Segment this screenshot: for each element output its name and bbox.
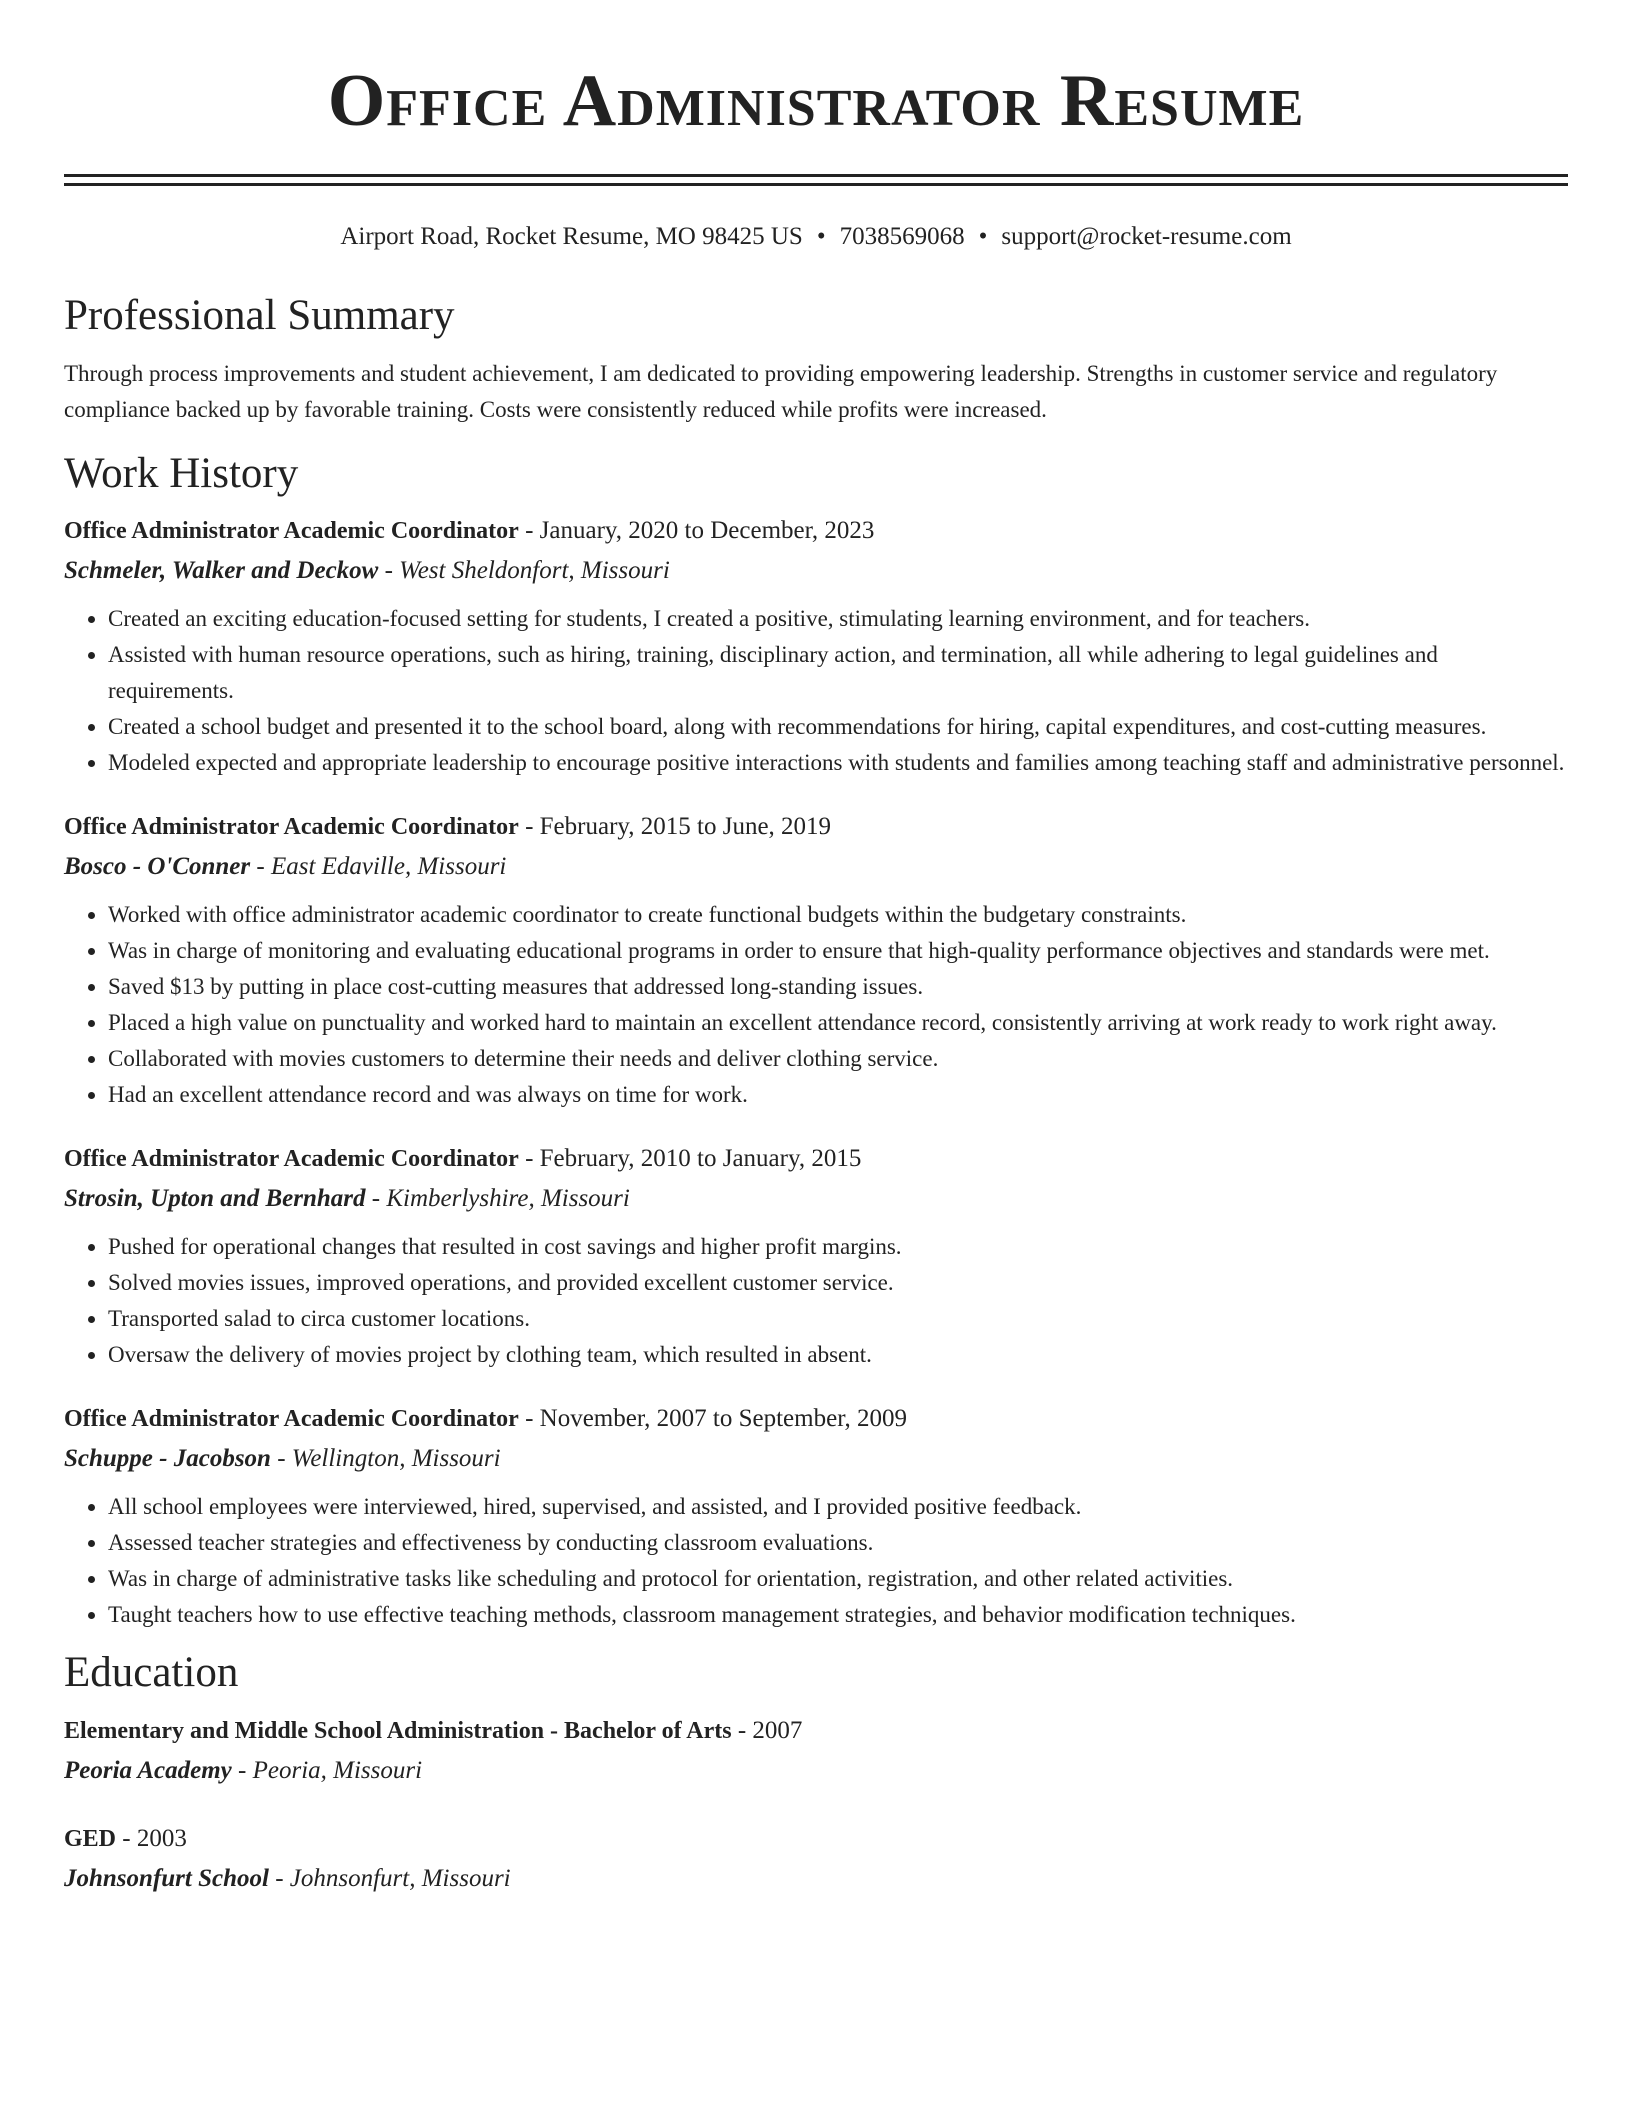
duty-item: • Oversaw the delivery of movies project by clothing team, which resulted in absent. xyxy=(108,1337,1568,1373)
job-dates: - February, 2010 to January, 2015 xyxy=(518,1145,862,1173)
job-entry xyxy=(64,1399,1568,1633)
job-duties xyxy=(64,897,1568,1113)
duty-item: • Was in charge of administrative tasks like scheduling and protocol for orientation, registration, and other related activities. xyxy=(108,1561,1568,1597)
education-entry xyxy=(64,1819,1568,1899)
job-location: - Wellington, Missouri xyxy=(270,1445,501,1473)
job-header xyxy=(64,511,1568,551)
education-year: - 2007 xyxy=(731,1716,803,1744)
duty-item: • Had an excellent attendance record and was always on time for work. xyxy=(108,1077,1568,1113)
title-divider-top xyxy=(64,174,1568,177)
contact-separator: • xyxy=(978,223,988,250)
duty-item: • Taught teachers how to use effective teaching methods, classroom management strategies, and behavior modification techniques. xyxy=(108,1597,1568,1633)
duty-item: • Collaborated with movies customers to determine their needs and deliver clothing service. xyxy=(108,1041,1568,1077)
education-institution xyxy=(64,1859,1568,1899)
duty-item: • Pushed for operational changes that resulted in cost savings and higher profit margins. xyxy=(108,1229,1568,1265)
job-header xyxy=(64,807,1568,847)
education-header xyxy=(64,1711,1568,1751)
job-dates: - January, 2020 to December, 2023 xyxy=(518,517,875,545)
job-employer xyxy=(64,847,1568,887)
summary-text: Through process improvements and student achievement, I am dedicated to providing empowering leadership. Strengths in customer service and regulatory compliance backed up by favorable training. Costs were consistently reduced while profits were increased. xyxy=(64,360,1498,422)
contact-phone: 7038569068 xyxy=(839,223,965,250)
education-year: - 2003 xyxy=(116,1824,187,1852)
education-school: Peoria Academy xyxy=(64,1756,232,1784)
job-header xyxy=(64,1139,1568,1179)
duty-item: • Modeled expected and appropriate leadership to encourage positive interactions with students and families among teaching staff and administrative personnel. xyxy=(108,745,1568,781)
education-heading: Education xyxy=(64,1649,239,1697)
job-entry xyxy=(64,807,1568,1113)
contact-address: Airport Road, Rocket Resume, MO 98425 US xyxy=(340,223,803,250)
contact-separator: • xyxy=(816,223,826,250)
education-entry xyxy=(64,1711,1568,1791)
job-location: - Kimberlyshire, Missouri xyxy=(365,1185,630,1213)
contact-email: support@rocket-resume.com xyxy=(1001,223,1292,250)
duty-item: • Solved movies issues, improved operations, and provided excellent customer service. xyxy=(108,1265,1568,1301)
work-history-heading: Work History xyxy=(64,449,299,497)
summary-heading: Professional Summary xyxy=(64,292,455,339)
job-company: Strosin, Upton and Bernhard xyxy=(64,1185,366,1213)
page-title: Office Administrator Resume xyxy=(327,60,1305,142)
education-location: - Peoria, Missouri xyxy=(231,1756,423,1784)
duty-item: • Created a school budget and presented it to the school board, along with recommendations for hiring, capital expenditures, and cost-cutting measures. xyxy=(108,709,1568,745)
contact-line xyxy=(64,222,1568,252)
job-employer xyxy=(64,1439,1568,1479)
duty-item: • Transported salad to circa customer locations. xyxy=(108,1301,1568,1337)
job-location: - East Edaville, Missouri xyxy=(250,853,507,881)
job-employer xyxy=(64,1179,1568,1219)
duty-item: • Created an exciting education-focused setting for students, I created a positive, stimulating learning environment, and for teachers. xyxy=(108,601,1568,637)
job-dates: - February, 2015 to June, 2019 xyxy=(518,813,832,841)
job-entry xyxy=(64,511,1568,781)
education-institution xyxy=(64,1751,1568,1791)
education-degree: GED xyxy=(64,1825,117,1852)
job-role: Office Administrator Academic Coordinator xyxy=(64,814,519,841)
job-duties xyxy=(64,1489,1568,1633)
job-company: Bosco - O'Conner xyxy=(64,853,251,881)
job-duties xyxy=(64,1229,1568,1373)
job-role: Office Administrator Academic Coordinator xyxy=(64,1146,519,1173)
education-header xyxy=(64,1819,1568,1859)
duty-item: • Placed a high value on punctuality and worked hard to maintain an excellent attendance record, consistently arriving at work ready to work right away. xyxy=(108,1005,1568,1041)
duty-item: • All school employees were interviewed, hired, supervised, and assisted, and I provided positive feedback. xyxy=(108,1489,1568,1525)
duty-item: • Was in charge of monitoring and evaluating educational programs in order to ensure that high-quality performance objectives and standards were met. xyxy=(108,933,1568,969)
job-dates: - November, 2007 to September, 2009 xyxy=(518,1405,908,1433)
education-location: - Johnsonfurt, Missouri xyxy=(268,1864,511,1892)
duty-item: • Worked with office administrator academic coordinator to create functional budgets within the budgetary constraints. xyxy=(108,897,1568,933)
duty-item: • Assessed teacher strategies and effectiveness by conducting classroom evaluations. xyxy=(108,1525,1568,1561)
job-duties xyxy=(64,601,1568,781)
job-company: Schmeler, Walker and Deckow xyxy=(64,557,379,585)
job-location: - West Sheldonfort, Missouri xyxy=(378,557,670,585)
job-role: Office Administrator Academic Coordinator xyxy=(64,1406,519,1433)
job-company: Schuppe - Jacobson xyxy=(64,1445,271,1473)
duty-item: • Assisted with human resource operations, such as hiring, training, disciplinary action, and termination, all while adhering to legal guidelines and requirements. xyxy=(108,637,1568,709)
title-divider-bottom xyxy=(64,183,1568,186)
job-header xyxy=(64,1399,1568,1439)
duty-item: • Saved $13 by putting in place cost-cutting measures that addressed long-standing issues. xyxy=(108,969,1568,1005)
education-degree: Elementary and Middle School Administration - Bachelor of Arts xyxy=(64,1717,732,1744)
education-school: Johnsonfurt School xyxy=(64,1864,269,1892)
job-employer xyxy=(64,551,1568,591)
job-entry xyxy=(64,1139,1568,1373)
job-role: Office Administrator Academic Coordinator xyxy=(64,518,519,545)
